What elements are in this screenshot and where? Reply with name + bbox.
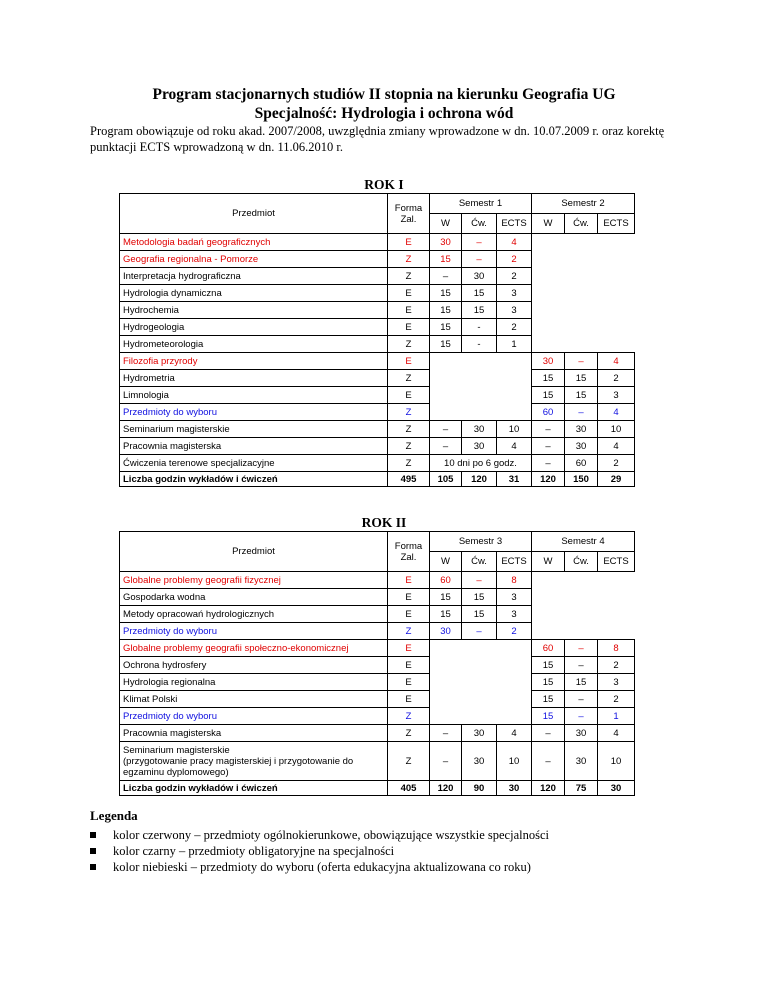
square-bullet-icon <box>90 832 96 838</box>
w-value: – <box>430 725 462 742</box>
col-cw: Ćw. <box>565 552 598 572</box>
empty-block <box>532 572 635 640</box>
forma-value: E <box>388 285 430 302</box>
col-semestr-3: Semestr 3 <box>430 532 532 552</box>
w-value: 15 <box>532 657 565 674</box>
table-row <box>120 455 635 472</box>
cw-value: - <box>462 336 497 353</box>
ects-value: 4 <box>598 438 635 455</box>
forma-value: 405 <box>388 781 430 796</box>
subject-name: Pracownia magisterska <box>120 438 388 455</box>
ects-value: 4 <box>598 725 635 742</box>
cw-value: 15 <box>462 285 497 302</box>
subject-name: Liczba godzin wykładów i ćwiczeń <box>120 781 388 796</box>
col-semestr-2: Semestr 2 <box>532 194 635 214</box>
ects-value: 31 <box>497 472 532 487</box>
subject-name: Gospodarka wodna <box>120 589 388 606</box>
col-przedmiot: Przedmiot <box>120 194 388 234</box>
table-row <box>120 572 635 589</box>
cw-value: 30 <box>565 421 598 438</box>
subject-name: Metody opracowań hydrologicznych <box>120 606 388 623</box>
table-row <box>120 742 635 781</box>
forma-value: Z <box>388 336 430 353</box>
cw-value: 30 <box>462 421 497 438</box>
w-value: 30 <box>430 234 462 251</box>
cw-value: 30 <box>462 742 497 781</box>
col-w: W <box>532 552 565 572</box>
cw-value: – <box>565 657 598 674</box>
ects-value: 2 <box>598 691 635 708</box>
span-value: 10 dni po 6 godz. <box>430 455 532 472</box>
ects-value: 3 <box>598 674 635 691</box>
w-value: – <box>430 421 462 438</box>
w-value: – <box>430 268 462 285</box>
w-value: 15 <box>532 708 565 725</box>
w-value: – <box>430 742 462 781</box>
subject-name: Hydrologia dynamiczna <box>120 285 388 302</box>
empty-block <box>532 234 635 353</box>
cw-value: 15 <box>462 606 497 623</box>
forma-value: Z <box>388 438 430 455</box>
year-1-table <box>119 193 635 487</box>
legend-text: kolor czerwony – przedmioty ogólnokierunkowe, obowiązujące wszystkie specjalności <box>113 828 549 842</box>
w-value: – <box>430 438 462 455</box>
subject-name: Przedmioty do wyboru <box>120 623 388 640</box>
cw-value: 30 <box>462 438 497 455</box>
forma-value: E <box>388 319 430 336</box>
ects-value: 3 <box>497 302 532 319</box>
ects-value: 4 <box>598 353 635 370</box>
col-semestr-1: Semestr 1 <box>430 194 532 214</box>
forma-value: E <box>388 674 430 691</box>
ects-value: 2 <box>598 370 635 387</box>
cw-value: – <box>565 353 598 370</box>
legend-item <box>90 859 549 875</box>
w-value: 15 <box>532 691 565 708</box>
legend-item <box>90 827 549 843</box>
forma-value: Z <box>388 455 430 472</box>
w-value: 105 <box>430 472 462 487</box>
legend-text: kolor czarny – przedmioty obligatoryjne na specjalności <box>113 844 395 858</box>
forma-value: Z <box>388 404 430 421</box>
legend-list <box>90 827 549 875</box>
cw-value: 15 <box>565 370 598 387</box>
cw-value: 30 <box>565 725 598 742</box>
table-row <box>120 674 635 691</box>
cw-value: 75 <box>565 781 598 796</box>
subject-name: Przedmioty do wyboru <box>120 404 388 421</box>
cw-value: 30 <box>462 268 497 285</box>
forma-value: Z <box>388 370 430 387</box>
table-row <box>120 370 635 387</box>
table-row <box>120 421 635 438</box>
table-row <box>120 691 635 708</box>
cw-value: – <box>565 404 598 421</box>
cw-value: 30 <box>565 742 598 781</box>
subject-name-main: Seminarium magisterskie <box>123 744 230 756</box>
col-cw: Ćw. <box>462 552 497 572</box>
table-row <box>120 438 635 455</box>
subject-name-note: (przygotowanie pracy magisterskiej i przygotowanie do egzaminu dyplomowego) <box>123 755 354 778</box>
subject-name: Globalne problemy geografii fizycznej <box>120 572 388 589</box>
subject-name: Seminarium magisterskie <box>120 421 388 438</box>
legend-title: Legenda <box>90 808 138 823</box>
forma-value: E <box>388 572 430 589</box>
w-value: – <box>532 438 565 455</box>
ects-value: 10 <box>497 421 532 438</box>
forma-value: Z <box>388 421 430 438</box>
table-row <box>120 657 635 674</box>
col-cw: Ćw. <box>565 214 598 234</box>
cw-value: – <box>565 708 598 725</box>
subject-name: Klimat Polski <box>120 691 388 708</box>
empty-block <box>430 353 532 421</box>
ects-value: 29 <box>598 472 635 487</box>
ects-value: 2 <box>497 268 532 285</box>
cw-value: – <box>462 623 497 640</box>
forma-value: E <box>388 234 430 251</box>
w-value: 120 <box>430 781 462 796</box>
w-value: 15 <box>430 336 462 353</box>
forma-value: Z <box>388 742 430 781</box>
w-value: 15 <box>430 302 462 319</box>
forma-value: E <box>388 640 430 657</box>
forma-value: E <box>388 302 430 319</box>
empty-block <box>430 640 532 725</box>
subject-name: Ochrona hydrosfery <box>120 657 388 674</box>
ects-value: 8 <box>598 640 635 657</box>
cw-value: 60 <box>565 455 598 472</box>
title-line-2: Specjalność: Hydrologia i ochrona wód <box>254 105 514 122</box>
subject-name: Hydrologia regionalna <box>120 674 388 691</box>
col-semestr-4: Semestr 4 <box>532 532 635 552</box>
ects-value: 10 <box>497 742 532 781</box>
table-row <box>120 708 635 725</box>
cw-value: 30 <box>462 725 497 742</box>
forma-value: Z <box>388 623 430 640</box>
cw-value: – <box>565 691 598 708</box>
ects-value: 30 <box>497 781 532 796</box>
summary-row <box>120 472 635 487</box>
subject-name: Pracownia magisterska <box>120 725 388 742</box>
ects-value: 8 <box>497 572 532 589</box>
w-value: 15 <box>532 370 565 387</box>
col-ects: ECTS <box>598 552 635 572</box>
header-row <box>120 194 635 214</box>
forma-value: Z <box>388 725 430 742</box>
cw-value: 15 <box>565 387 598 404</box>
ects-value: 2 <box>497 623 532 640</box>
legend-item <box>90 843 549 859</box>
document-title <box>0 85 768 123</box>
forma-value: E <box>388 606 430 623</box>
subject-name: Liczba godzin wykładów i ćwiczeń <box>120 472 388 487</box>
subject-name <box>120 742 388 781</box>
ects-value: 4 <box>598 404 635 421</box>
forma-value: E <box>388 691 430 708</box>
col-w: W <box>430 214 462 234</box>
table-row <box>120 404 635 421</box>
title-line-1: Program stacjonarnych studiów II stopnia na kierunku Geografia UG <box>152 86 616 103</box>
cw-value: 15 <box>462 302 497 319</box>
w-value: 15 <box>430 606 462 623</box>
forma-value: E <box>388 657 430 674</box>
ects-value: 4 <box>497 234 532 251</box>
cw-value: – <box>462 234 497 251</box>
forma-value: E <box>388 353 430 370</box>
subject-name: Geografia regionalna - Pomorze <box>120 251 388 268</box>
cw-value: 120 <box>462 472 497 487</box>
ects-value: 4 <box>497 438 532 455</box>
forma-value: Z <box>388 708 430 725</box>
subject-name: Interpretacja hydrograficzna <box>120 268 388 285</box>
cw-value: 15 <box>462 589 497 606</box>
ects-value: 3 <box>497 606 532 623</box>
subject-name: Ćwiczenia terenowe specjalizacyjne <box>120 455 388 472</box>
intro-paragraph: Program obowiązuje od roku akad. 2007/2008, uwzględnia zmiany wprowadzone w dn. 10.07.2009 r. oraz korektę punktacji ECTS wprowadzoną w dn. 11.06.2010 r. <box>90 124 665 154</box>
forma-value: E <box>388 589 430 606</box>
cw-value: – <box>565 640 598 657</box>
ects-value: 2 <box>497 251 532 268</box>
w-value: 15 <box>430 319 462 336</box>
w-value: 120 <box>532 781 565 796</box>
w-value: 60 <box>532 404 565 421</box>
col-ects: ECTS <box>598 214 635 234</box>
col-przedmiot: Przedmiot <box>120 532 388 572</box>
ects-value: 1 <box>598 708 635 725</box>
ects-value: 10 <box>598 421 635 438</box>
forma-value: Z <box>388 268 430 285</box>
cw-value: 30 <box>565 438 598 455</box>
subject-name: Hydrogeologia <box>120 319 388 336</box>
col-ects: ECTS <box>497 552 532 572</box>
w-value: – <box>532 742 565 781</box>
col-w: W <box>430 552 462 572</box>
square-bullet-icon <box>90 848 96 854</box>
col-cw: Ćw. <box>462 214 497 234</box>
subject-name: Globalne problemy geografii społeczno-ekonomicznej <box>120 640 388 657</box>
subject-name: Hydrochemia <box>120 302 388 319</box>
subject-name: Limnologia <box>120 387 388 404</box>
ects-value: 3 <box>497 285 532 302</box>
w-value: 15 <box>430 589 462 606</box>
ects-value: 2 <box>497 319 532 336</box>
ects-value: 2 <box>598 657 635 674</box>
cw-value: 150 <box>565 472 598 487</box>
w-value: – <box>532 455 565 472</box>
year-1-heading: ROK I <box>364 177 404 192</box>
ects-value: 2 <box>598 455 635 472</box>
w-value: 60 <box>532 640 565 657</box>
table-row <box>120 640 635 657</box>
table-row <box>120 353 635 370</box>
w-value: 15 <box>532 387 565 404</box>
col-forma: Forma Zal. <box>388 532 430 572</box>
ects-value: 1 <box>497 336 532 353</box>
ects-value: 10 <box>598 742 635 781</box>
cw-value: – <box>462 572 497 589</box>
cw-value: – <box>462 251 497 268</box>
forma-value: 495 <box>388 472 430 487</box>
w-value: – <box>532 725 565 742</box>
subject-name: Hydrometeorologia <box>120 336 388 353</box>
w-value: 30 <box>532 353 565 370</box>
forma-value: E <box>388 387 430 404</box>
year-2-heading: ROK II <box>361 515 407 530</box>
legend-text: kolor niebieski – przedmioty do wyboru (oferta edukacyjna aktualizowana co roku) <box>113 860 531 874</box>
ects-value: 4 <box>497 725 532 742</box>
cw-value: 90 <box>462 781 497 796</box>
table-row <box>120 725 635 742</box>
col-w: W <box>532 214 565 234</box>
col-forma: Forma Zal. <box>388 194 430 234</box>
subject-name: Metodologia badań geograficznych <box>120 234 388 251</box>
table-row <box>120 387 635 404</box>
ects-value: 30 <box>598 781 635 796</box>
w-value: 120 <box>532 472 565 487</box>
table-row <box>120 234 635 251</box>
subject-name: Przedmioty do wyboru <box>120 708 388 725</box>
col-ects: ECTS <box>497 214 532 234</box>
subject-name: Hydrometria <box>120 370 388 387</box>
w-value: 15 <box>430 285 462 302</box>
cw-value: - <box>462 319 497 336</box>
summary-row <box>120 781 635 796</box>
forma-value: Z <box>388 251 430 268</box>
subject-name: Filozofia przyrody <box>120 353 388 370</box>
ects-value: 3 <box>497 589 532 606</box>
ects-value: 3 <box>598 387 635 404</box>
square-bullet-icon <box>90 864 96 870</box>
w-value: 15 <box>532 674 565 691</box>
w-value: 30 <box>430 623 462 640</box>
w-value: – <box>532 421 565 438</box>
w-value: 15 <box>430 251 462 268</box>
header-row <box>120 532 635 552</box>
year-2-table <box>119 531 635 796</box>
cw-value: 15 <box>565 674 598 691</box>
w-value: 60 <box>430 572 462 589</box>
